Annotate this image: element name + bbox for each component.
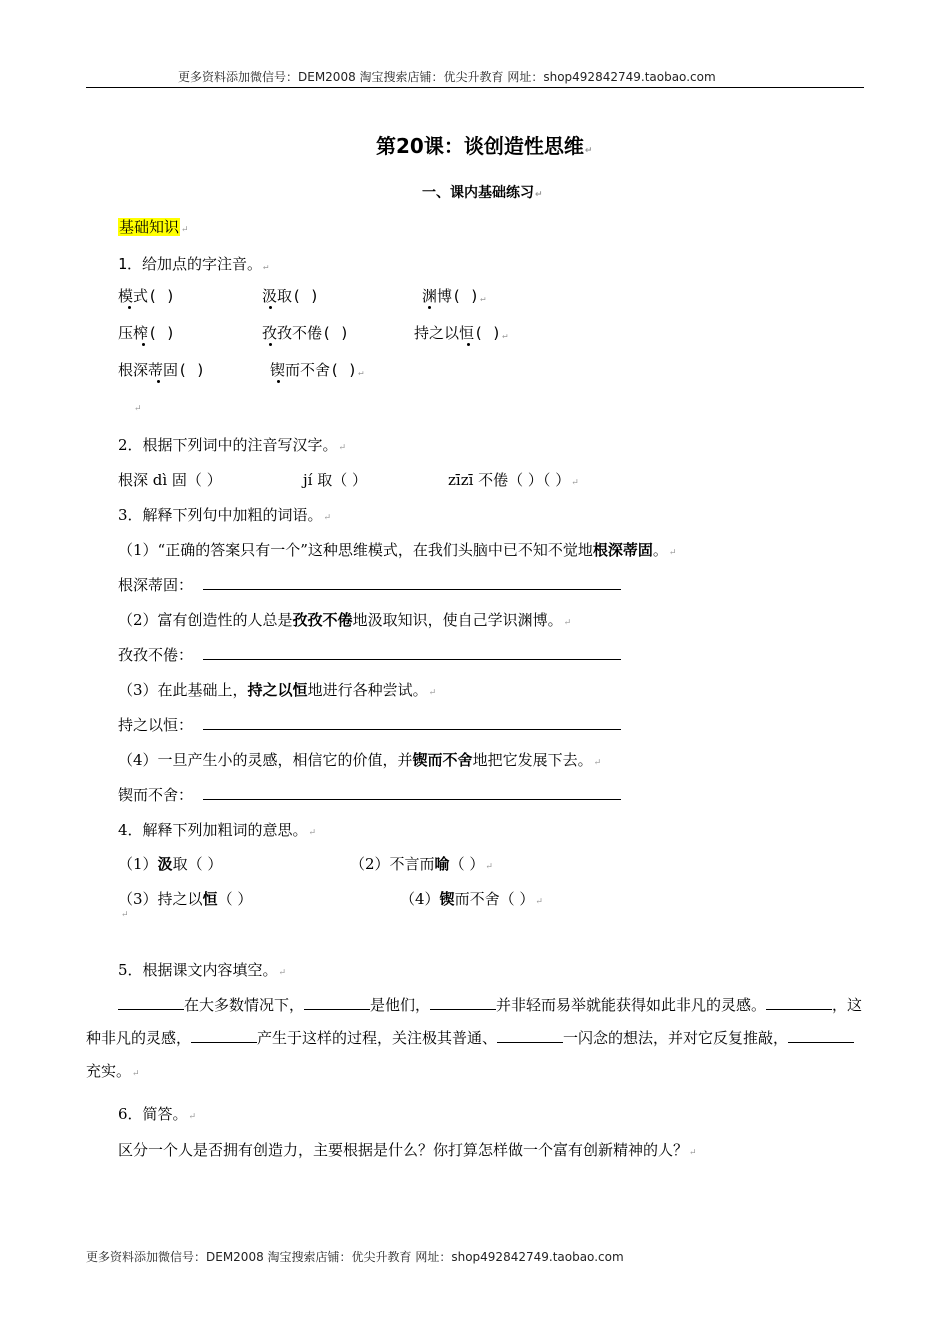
q1-item: 持之以恒( )↵ [414,324,508,342]
q2-item: 根深 dì 固（ ） [118,471,222,489]
emphasis-dot [269,306,272,309]
q6-prompt: 6．简答。↵ [118,1105,197,1123]
q4-item-4: （4）锲而不舍（ ）↵ [400,890,543,908]
q4-item-3: （3）持之以恒（ ） [118,890,253,908]
q1-item: 压榨( ) [118,324,176,342]
q4-item-1: （1）汲取（ ） [118,855,223,873]
q5-fill-paragraph: 在大多数情况下， 是他们， 并非轻而易举就能获得如此非凡的灵感。 ，这种非凡的灵感， 产生于这样的过程，关注极其普通、 一闪念的想法，并对它反复推敲，充实。↵ [86,996,863,1080]
q1-item: 根深蒂固( ) [118,361,206,379]
q2-item: zīzī 不倦（ ）（ ）↵ [448,471,579,489]
section-heading: 一、课内基础练习↵ [422,185,543,201]
basic-knowledge-label: 基础知识 ↵ [119,218,189,236]
emphasis-dot [277,380,280,383]
emphasis-dot [128,306,131,309]
emphasis-dot [467,343,470,346]
q1-item: 渊博( )↵ [422,287,486,305]
paragraph-mark: ↵ [121,910,129,920]
emphasis-dot [142,343,145,346]
q2-prompt: 2．根据下列词中的注音写汉字。↵ [118,436,347,454]
q3-answer-label-1: 根深蒂固： [118,576,194,594]
answer-line [203,799,621,800]
q1-item: 汲取( ) [262,287,320,305]
page-title: 第20课：谈创造性思维↵ [376,134,593,158]
q3-prompt: 3．解释下列句中加粗的词语。↵ [118,506,332,524]
q3-sentence-3: （3）在此基础上，持之以恒地进行各种尝试。↵ [118,681,437,699]
paragraph-mark: ↵ [134,404,142,414]
page-header: 更多资料添加微信号：DEM2008 淘宝搜索店铺：优尖升教育 网址：shop492842749.taobao.com [178,70,716,84]
answer-line [203,729,621,730]
q4-item-2: （2）不言而喻（ ）↵ [350,855,493,873]
q6-question: 区分一个人是否拥有创造力，主要根据是什么？你打算怎样做一个富有创新精神的人？↵ [118,1141,697,1159]
q3-sentence-2: （2）富有创造性的人总是孜孜不倦地汲取知识，使自己学识渊博。↵ [118,611,572,629]
q3-answer-label-2: 孜孜不倦： [118,646,194,664]
q3-answer-label-4: 锲而不舍： [118,786,194,804]
emphasis-dot [428,306,431,309]
emphasis-dot [157,380,160,383]
q1-item: 锲而不舍( )↵ [270,361,364,379]
q3-sentence-1: （1）“正确的答案只有一个”这种思维模式，在我们头脑中已不知不觉地根深蒂固。↵ [118,541,677,559]
emphasis-dot [269,343,272,346]
q5-prompt: 5．根据课文内容填空。↵ [118,961,287,979]
q1-prompt: 1．给加点的字注音。↵ [118,255,269,273]
page-footer: 更多资料添加微信号：DEM2008 淘宝搜索店铺：优尖升教育 网址：shop492842749.taobao.com [86,1250,624,1264]
q4-prompt: 4．解释下列加粗词的意思。↵ [118,821,317,839]
q2-item: jí 取（ ） [303,471,367,489]
q1-item: 模式( ) [118,287,176,305]
q3-answer-label-3: 持之以恒： [118,716,194,734]
header-rule [86,87,864,88]
answer-line [203,589,621,590]
answer-line [203,659,621,660]
q1-item: 孜孜不倦( ) [262,324,350,342]
q3-sentence-4: （4）一旦产生小的灵感，相信它的价值，并锲而不舍地把它发展下去。↵ [118,751,602,769]
